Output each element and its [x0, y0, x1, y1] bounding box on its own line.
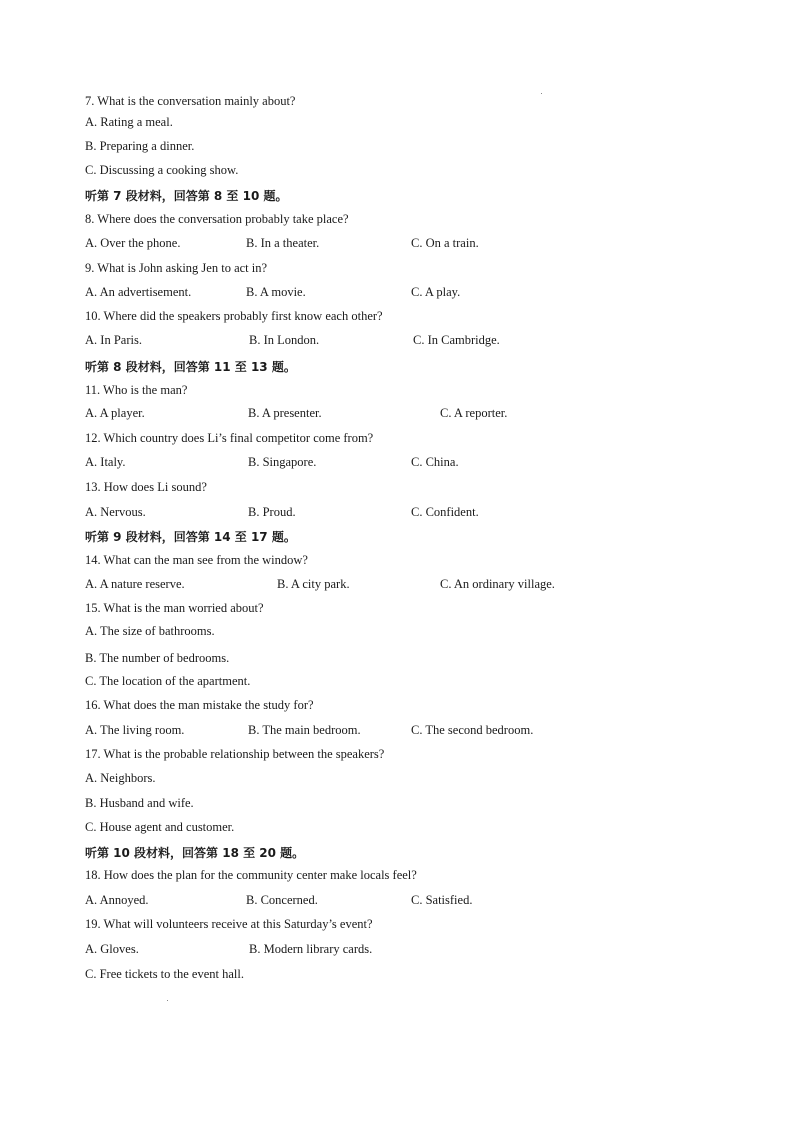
question-9: 9. What is John asking Jen to act in? — [85, 261, 268, 275]
question-7: 7. What is the conversation mainly about? — [85, 94, 296, 108]
question-11: 11. Who is the man? — [85, 383, 188, 397]
section-heading-7: 听第 7 段材料，回答第 8 至 10 题。 — [85, 189, 288, 203]
option-12b: B. Singapore. — [248, 455, 317, 469]
option-17b: B. Husband and wife. — [85, 796, 194, 810]
option-13a: A. Nervous. — [85, 505, 146, 519]
option-9b: B. A movie. — [246, 285, 306, 299]
option-15a: A. The size of bathrooms. — [85, 624, 215, 638]
option-16c: C. The second bedroom. — [411, 723, 534, 737]
option-9a: A. An advertisement. — [85, 285, 192, 299]
option-11a: A. A player. — [85, 406, 145, 420]
question-12: 12. Which country does Li’s final competitor come from? — [85, 431, 374, 445]
option-8b: B. In a theater. — [246, 236, 320, 250]
option-12a: A. Italy. — [85, 455, 126, 469]
option-12c: C. China. — [411, 455, 459, 469]
option-9c: C. A play. — [411, 285, 461, 299]
section-heading-9: 听第 9 段材料，回答第 14 至 17 题。 — [85, 530, 296, 544]
section-heading-8: 听第 8 段材料，回答第 11 至 13 题。 — [85, 360, 296, 374]
option-8a: A. Over the phone. — [85, 236, 181, 250]
option-15c: C. The location of the apartment. — [85, 674, 251, 688]
scan-speck — [541, 93, 542, 94]
option-16a: A. The living room. — [85, 723, 185, 737]
option-10c: C. In Cambridge. — [413, 333, 500, 347]
option-14b: B. A city park. — [277, 577, 350, 591]
question-18: 18. How does the plan for the community center make locals feel? — [85, 868, 417, 882]
option-19c: C. Free tickets to the event hall. — [85, 967, 244, 981]
option-17a: A. Neighbors. — [85, 771, 156, 785]
option-14a: A. A nature reserve. — [85, 577, 185, 591]
option-17c: C. House agent and customer. — [85, 820, 235, 834]
option-14c: C. An ordinary village. — [440, 577, 555, 591]
option-19b: B. Modern library cards. — [249, 942, 373, 956]
option-10a: A. In Paris. — [85, 333, 142, 347]
option-18c: C. Satisfied. — [411, 893, 473, 907]
question-19: 19. What will volunteers receive at this Saturday’s event? — [85, 917, 373, 931]
question-17: 17. What is the probable relationship between the speakers? — [85, 747, 385, 761]
option-13c: C. Confident. — [411, 505, 479, 519]
question-13: 13. How does Li sound? — [85, 480, 207, 494]
question-15: 15. What is the man worried about? — [85, 601, 264, 615]
question-16: 16. What does the man mistake the study for? — [85, 698, 314, 712]
question-14: 14. What can the man see from the window? — [85, 553, 308, 567]
option-16b: B. The main bedroom. — [248, 723, 361, 737]
option-15b: B. The number of bedrooms. — [85, 651, 230, 665]
section-heading-10: 听第 10 段材料，回答第 18 至 20 题。 — [85, 846, 305, 860]
option-19a: A. Gloves. — [85, 942, 139, 956]
option-11b: B. A presenter. — [248, 406, 322, 420]
option-7a: A. Rating a meal. — [85, 115, 173, 129]
option-7b: B. Preparing a dinner. — [85, 139, 195, 153]
option-10b: B. In London. — [249, 333, 320, 347]
option-7c: C. Discussing a cooking show. — [85, 163, 239, 177]
option-8c: C. On a train. — [411, 236, 479, 250]
scan-speck — [167, 1000, 168, 1001]
option-13b: B. Proud. — [248, 505, 296, 519]
option-18b: B. Concerned. — [246, 893, 318, 907]
question-8: 8. Where does the conversation probably take place? — [85, 212, 349, 226]
option-18a: A. Annoyed. — [85, 893, 149, 907]
question-10: 10. Where did the speakers probably first know each other? — [85, 309, 383, 323]
option-11c: C. A reporter. — [440, 406, 508, 420]
